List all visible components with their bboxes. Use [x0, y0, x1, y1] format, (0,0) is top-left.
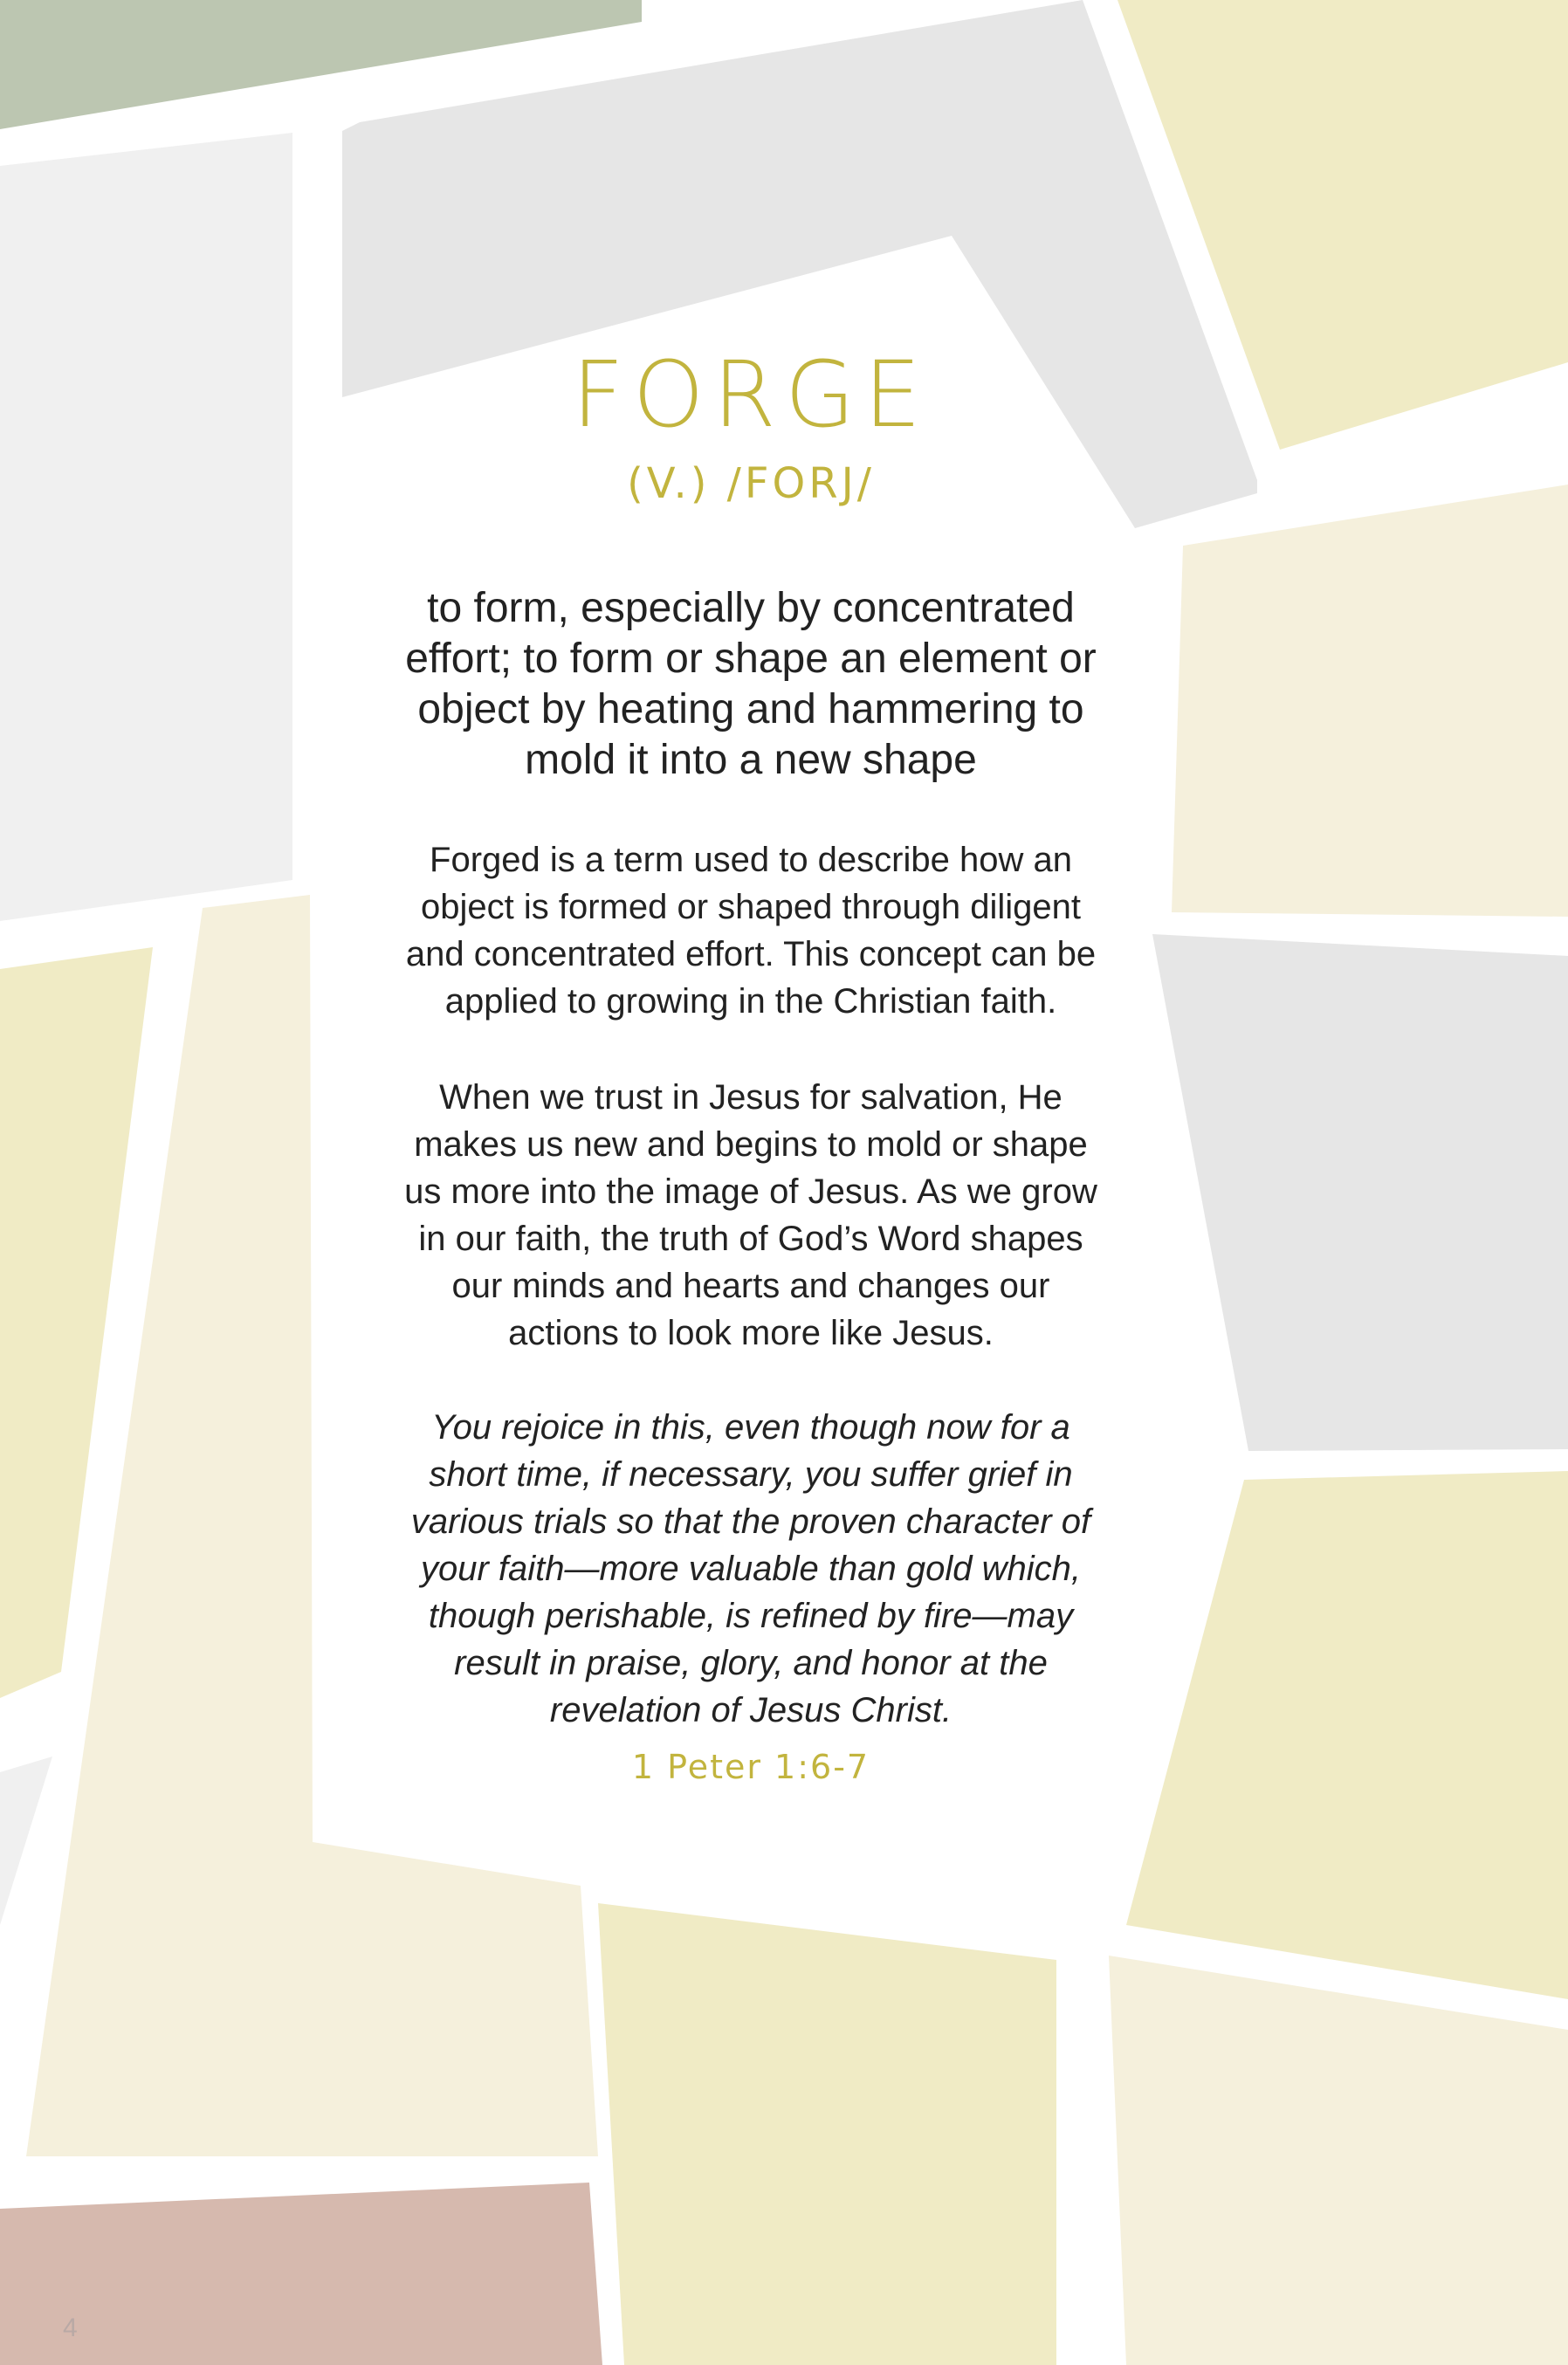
- page-number: 4: [63, 2313, 78, 2342]
- page-title: FORGE: [571, 341, 931, 448]
- scripture-quote: You rejoice in this, even though now for a short time, if necessary, you suffer grief in various trials so that the proven character of your faith—more valuable than gold which, though perishable, is refined by fire—may result in praise, glory, and honor at the revelation of Jesus Christ.: [410, 1408, 1091, 1729]
- definition-card: [367, 341, 1135, 1786]
- pronunciation: (V.) /FORJ/: [627, 459, 875, 508]
- mosaic-tile-yellow-right: [1126, 1471, 1568, 1999]
- definition-text: to form, especially by concentrated effort; to form or shape an element or object by heating and hammering to mold it into a new shape: [405, 585, 1097, 783]
- mosaic-tile-cream-bottom-right: [1109, 1956, 1568, 2365]
- mosaic-tile-gray-bottom-left: [0, 1757, 52, 1925]
- body-paragraph-2: When we trust in Jesus for salvation, He makes us new and begins to mold or shape us more into the image of Jesus. As we grow in our faith, the truth of God’s Word shapes our minds and hearts and changes our actions to look more like Jesus.: [404, 1078, 1097, 1352]
- mosaic-tile-cream-right: [1172, 485, 1568, 917]
- mosaic-tile-gray-left: [0, 133, 292, 921]
- body-paragraph-1: Forged is a term used to describe how an object is formed or shaped through diligent and concentrated effort. This concept can be applied to growing in the Christian faith.: [405, 841, 1097, 1021]
- mosaic-tile-yellow-bottom: [598, 1903, 1056, 2365]
- scripture-reference: 1 Peter 1:6-7: [631, 1748, 870, 1786]
- mosaic-tile-rose: [0, 2183, 602, 2365]
- mosaic-tile-gray-right: [1152, 934, 1568, 1451]
